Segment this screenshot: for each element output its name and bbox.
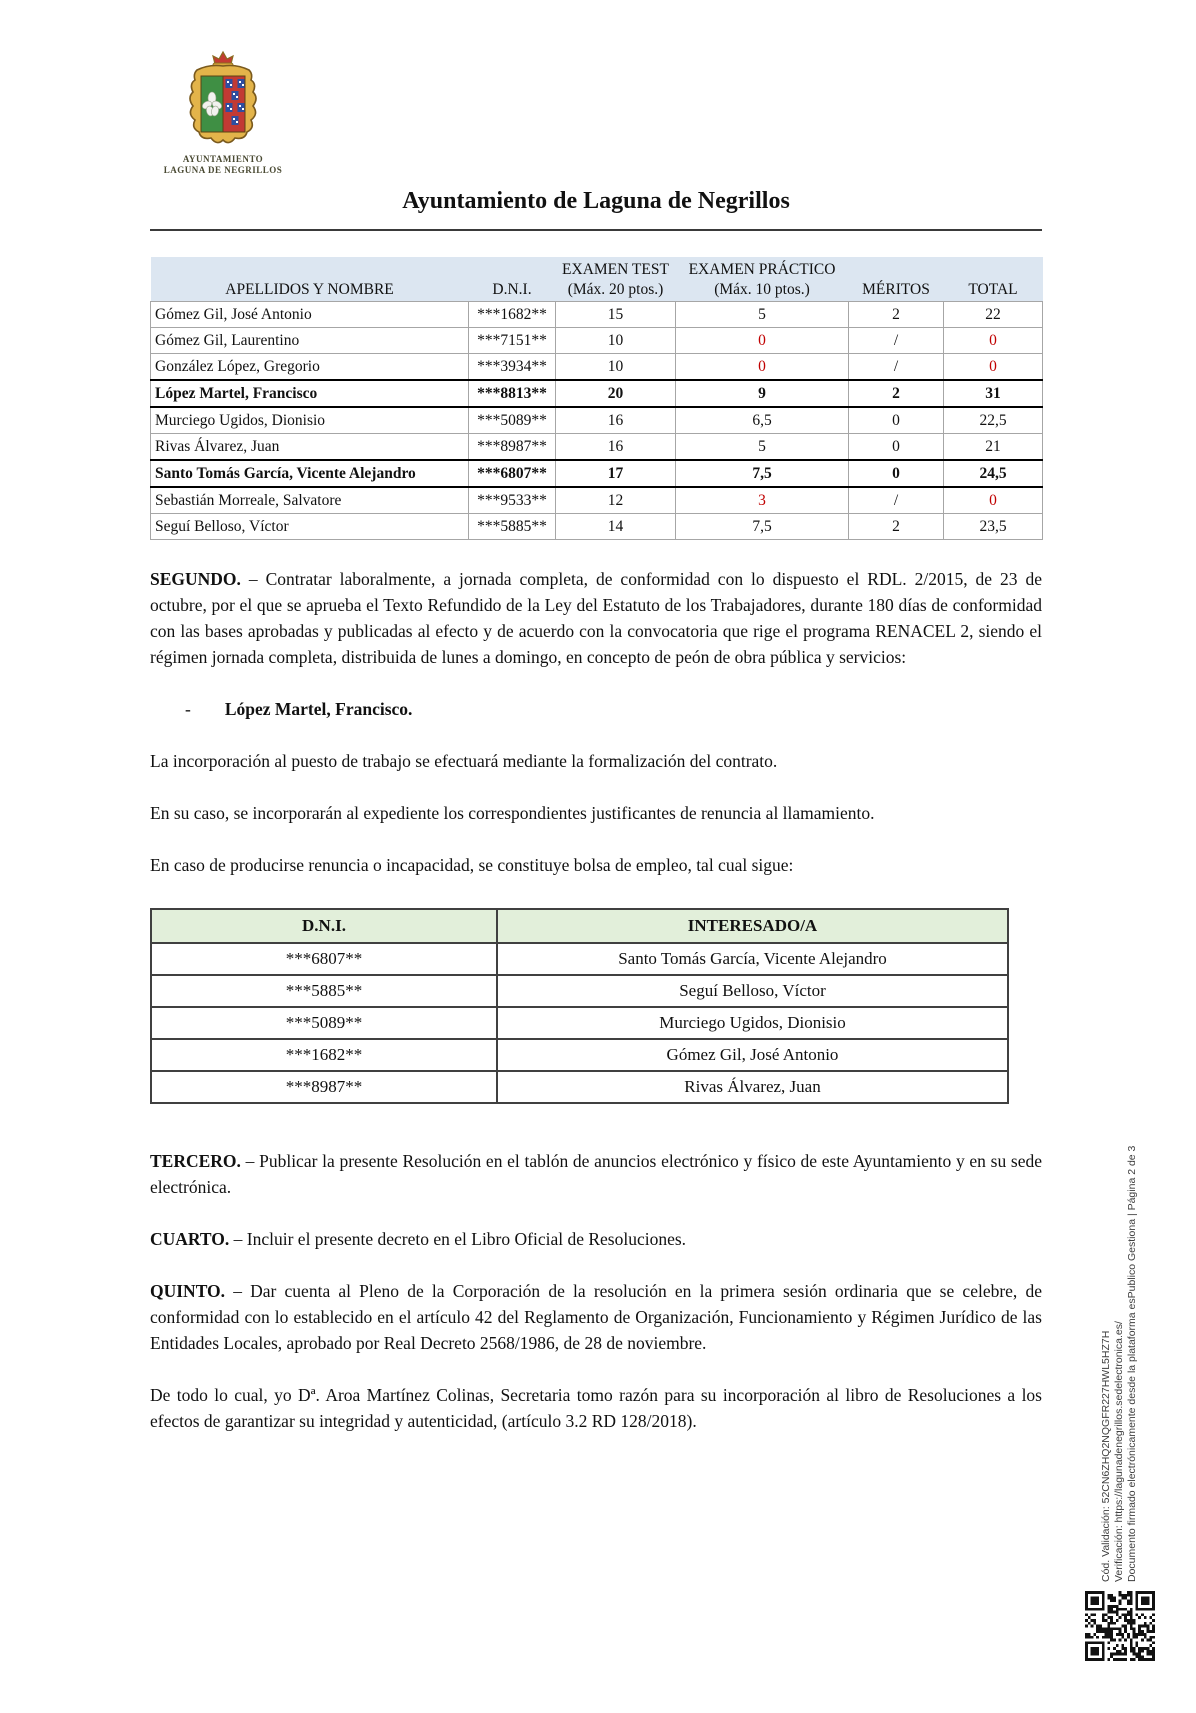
bolsa-table [150,908,1009,1104]
section-text: – Incluir el presente decreto en el Libro Oficial de Resoluciones. [233,1229,687,1249]
score-cell: ***5885** [469,514,556,540]
candidate-name-cell: Murciego Ugidos, Dionisio [151,407,469,434]
score-cell: 5 [676,434,849,461]
column-header-max-practico: (Máx. 10 ptos.) [676,279,849,302]
logo-caption-line1: AYUNTAMIENTO [182,154,264,164]
score-cell: 0 [944,487,1043,514]
dni-cell: ***5089** [151,1007,497,1039]
score-cell: 21 [944,434,1043,461]
interesado-cell: Seguí Belloso, Víctor [497,975,1008,1007]
table-row [151,407,1043,434]
score-cell: 2 [849,380,944,407]
document-content [150,50,1042,1434]
para-final: De todo lo cual, yo Dª. Aroa Martínez Colinas, Secretaria tomo razón para su incorporación al libro de Resoluciones a los efectos de garantizar su integridad y autenticidad, (artículo 3.2 RD 128/2018). [150,1385,1042,1431]
score-cell: 9 [676,380,849,407]
column-header-bolsa-interesado: INTERESADO/A [497,909,1008,943]
section-label: QUINTO. [150,1281,226,1301]
score-cell: 0 [944,354,1043,381]
title-divider [150,229,1042,231]
score-cell: 3 [676,487,849,514]
logo-caption-line2: LAGUNA DE NEGRILLOS [163,165,283,175]
score-cell: 22 [944,302,1043,328]
table-row [151,1071,1008,1103]
validation-code: Cód. Validación: 52CN6ZHQ2NQGFR227HWL5HZ7H [1100,1330,1112,1582]
score-cell: 6,5 [676,407,849,434]
results-table-header [151,279,1043,302]
dni-cell: ***5885** [151,975,497,1007]
section-label: SEGUNDO. [150,569,241,589]
dni-cell: ***6807** [151,943,497,975]
column-header-meritos: MÉRITOS [849,279,944,302]
results-table [150,257,1043,540]
para-renuncia: En su caso, se incorporarán al expediente los correspondientes justificantes de renuncia al llamamiento. [150,803,875,823]
score-cell: 0 [849,407,944,434]
section-cuarto [150,1226,1042,1252]
column-header-examen-test: EXAMEN TEST [556,257,676,279]
column-header-dni: D.N.I. [469,279,556,302]
table-row [151,975,1008,1007]
verification-url: Verificación: https://lagunadenegrillos.sedelectronica.es/ [1113,1321,1125,1582]
column-header-apellidos: APELLIDOS Y NOMBRE [151,279,469,302]
interesado-cell: Santo Tomás García, Vicente Alejandro [497,943,1008,975]
score-cell: 0 [676,354,849,381]
dni-cell: ***8987** [151,1071,497,1103]
score-cell: 14 [556,514,676,540]
header-spacer [944,257,1043,279]
para-bolsa: En caso de producirse renuncia o incapacidad, se constituye bolsa de empleo, tal cual sigue: [150,855,794,875]
coat-of-arms-icon [177,50,269,154]
column-header-examen-practico: EXAMEN PRÁCTICO [676,257,849,279]
score-cell: 10 [556,328,676,354]
candidate-name-cell: Santo Tomás García, Vicente Alejandro [151,460,469,487]
interesado-cell: Murciego Ugidos, Dionisio [497,1007,1008,1039]
candidate-name-cell: Seguí Belloso, Víctor [151,514,469,540]
score-cell: 15 [556,302,676,328]
score-cell: 7,5 [676,514,849,540]
signature-note: Documento firmado electrónicamente desde la plataforma esPublico Gestiona | Página 2 de 3 [1126,1145,1138,1582]
score-cell: 2 [849,302,944,328]
score-cell: 22,5 [944,407,1043,434]
score-cell: / [849,487,944,514]
header-spacer [151,257,469,279]
table-row [151,943,1008,975]
score-cell: 20 [556,380,676,407]
bullet-dash: - [185,699,191,719]
section-quinto [150,1278,1042,1356]
table-row [151,434,1043,461]
municipal-logo [158,50,288,176]
score-cell: / [849,328,944,354]
qr-code [1085,1591,1155,1661]
table-row [151,487,1043,514]
score-cell: ***5089** [469,407,556,434]
score-cell: 10 [556,354,676,381]
score-cell: ***1682** [469,302,556,328]
section-label: CUARTO. [150,1229,230,1249]
section-tercero [150,1148,1042,1200]
score-cell: ***8813** [469,380,556,407]
candidate-name-cell: López Martel, Francisco [151,380,469,407]
header-spacer [849,257,944,279]
score-cell: 23,5 [944,514,1043,540]
score-cell: ***3934** [469,354,556,381]
header-spacer [469,257,556,279]
column-header-max-test: (Máx. 20 ptos.) [556,279,676,302]
selected-candidate-item [185,696,1042,722]
section-text: – Contratar laboralmente, a jornada completa, de conformidad con lo dispuesto el RDL. 2/2015, de 23 de octubre, por el que se aprueba el Texto Refundido de la Ley del Estatuto de los Trabajadores, durante 180 días de conformidad con las bases aprobadas y publicadas al efecto y de acuerdo con la convocatoria que rige el programa RENACEL 2, siendo el régimen jornada completa, distribuida de lunes a domingo, en concepto de peón de obra pública y servicios: [150,569,1043,667]
table-row [151,380,1043,407]
column-header-bolsa-dni: D.N.I. [151,909,497,943]
candidate-name-cell: Rivas Álvarez, Juan [151,434,469,461]
score-cell: ***8987** [469,434,556,461]
results-table-group-header [151,257,1043,279]
table-row [151,1007,1008,1039]
interesado-cell: Gómez Gil, José Antonio [497,1039,1008,1071]
section-label: TERCERO. [150,1151,241,1171]
score-cell: ***6807** [469,460,556,487]
section-text: – Publicar la presente Resolución en el tablón de anuncios electrónico y físico de este Ayuntamiento y en su sede electrónica. [150,1151,1043,1197]
score-cell: 0 [849,460,944,487]
interesado-cell: Rivas Álvarez, Juan [497,1071,1008,1103]
score-cell: 31 [944,380,1043,407]
bolsa-table-header [151,909,1008,943]
results-table-body [151,302,1043,540]
candidate-name-cell: Gómez Gil, Laurentino [151,328,469,354]
score-cell: 7,5 [676,460,849,487]
candidate-name-cell: González López, Gregorio [151,354,469,381]
score-cell: 12 [556,487,676,514]
validation-sidebar [1100,982,1139,1582]
table-row [151,302,1043,328]
table-row [151,328,1043,354]
section-text: – Dar cuenta al Pleno de la Corporación de la resolución en la primera sesión ordinaria que se celebre, de conformidad con lo establecido en el artículo 42 del Reglamento de Organización, Funcionamiento y Régimen Jurídico de las Entidades Locales, aprobado por Real Decreto 2568/1986, de 28 de noviembre. [150,1281,1042,1353]
bolsa-table-body [151,943,1008,1103]
score-cell: 16 [556,407,676,434]
score-cell: ***9533** [469,487,556,514]
score-cell: / [849,354,944,381]
score-cell: 0 [676,328,849,354]
score-cell: 24,5 [944,460,1043,487]
score-cell: 17 [556,460,676,487]
section-segundo [150,566,1042,670]
table-row [151,354,1043,381]
para-incorporacion: La incorporación al puesto de trabajo se efectuará mediante la formalización del contrato. [150,751,778,771]
table-row [151,514,1043,540]
candidate-name-cell: Sebastián Morreale, Salvatore [151,487,469,514]
page-title: Ayuntamiento de Laguna de Negrillos [402,188,790,214]
score-cell: 5 [676,302,849,328]
column-header-total: TOTAL [944,279,1043,302]
table-row [151,1039,1008,1071]
score-cell: 0 [944,328,1043,354]
score-cell: ***7151** [469,328,556,354]
candidate-name-cell: Gómez Gil, José Antonio [151,302,469,328]
score-cell: 2 [849,514,944,540]
table-row [151,460,1043,487]
score-cell: 0 [849,434,944,461]
score-cell: 16 [556,434,676,461]
dni-cell: ***1682** [151,1039,497,1071]
selected-candidate-name: López Martel, Francisco. [224,699,413,719]
